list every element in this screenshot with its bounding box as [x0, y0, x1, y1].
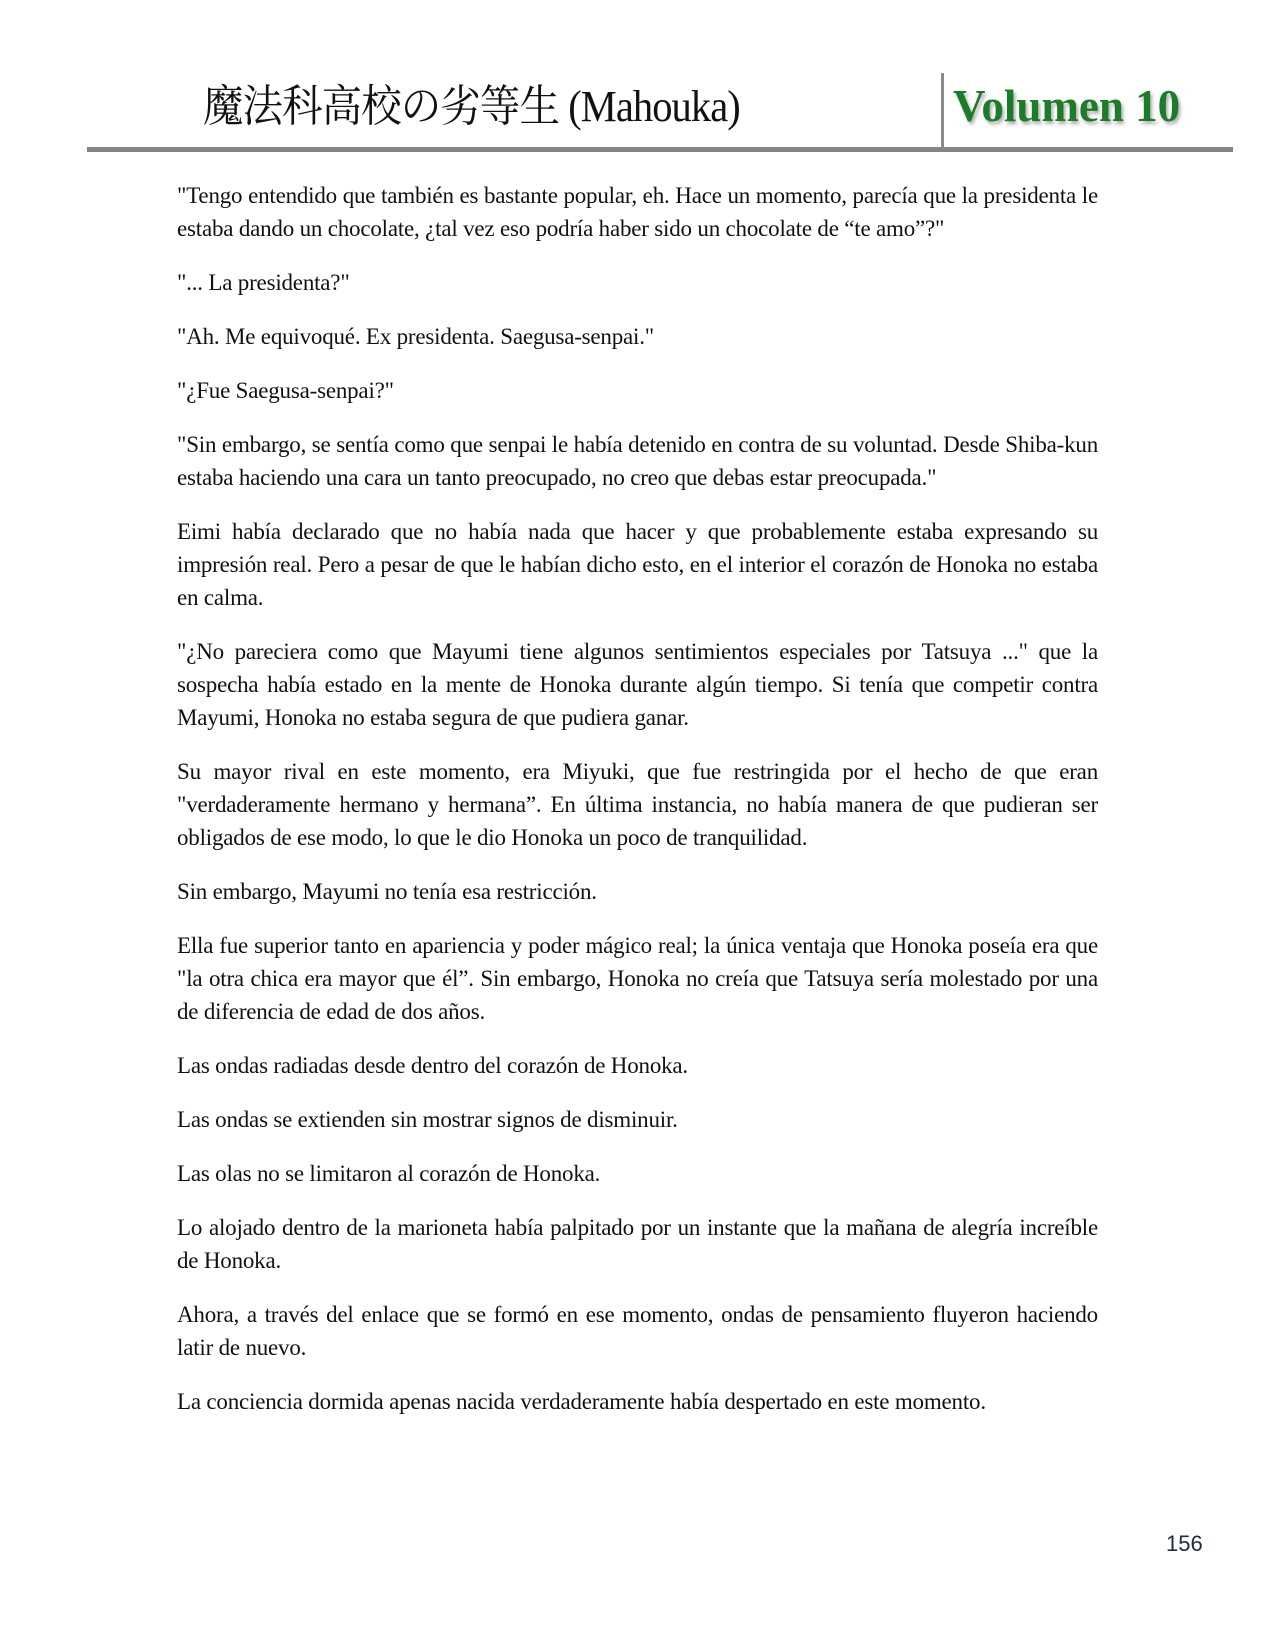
paragraph: Ahora, a través del enlace que se formó en ese momento, ondas de pensamiento fluyeron haciendo latir de nuevo. — [177, 1302, 1098, 1360]
header-rule — [87, 147, 1233, 152]
paragraph: Las ondas radiadas desde dentro del corazón de Honoka. — [177, 1053, 688, 1078]
paragraph: Lo alojado dentro de la marioneta había palpitado por un instante que la mañana de alegría increíble de Honoka. — [177, 1215, 1098, 1273]
paragraph: Eimi había declarado que no había nada que hacer y que probablemente estaba expresando su impresión real. Pero a pesar de que le habían dicho esto, en el interior el corazón de Honoka no estaba en calma. — [177, 519, 1098, 610]
paragraph: Las olas no se limitaron al corazón de Honoka. — [177, 1161, 601, 1186]
page-body — [177, 179, 1098, 1439]
paragraph: "Ah. Me equivoqué. Ex presidenta. Saegusa-senpai." — [177, 324, 654, 349]
paragraph: "¿No pareciera como que Mayumi tiene algunos sentimientos especiales por Tatsuya ..." que la sospecha había estado en la mente de Honoka durante algún tiempo. Si tenía que competir contra Mayumi, Honoka no estaba segura de que pudiera ganar. — [177, 639, 1098, 730]
book-title: 魔法科高校の劣等生 (Mahouka) — [203, 82, 740, 131]
paragraph: La conciencia dormida apenas nacida verdaderamente había despertado en este momento. — [177, 1389, 986, 1414]
paragraph: Las ondas se extienden sin mostrar signos de disminuir. — [177, 1107, 678, 1132]
paragraph: Su mayor rival en este momento, era Miyuki, que fue restringida por el hecho de que eran "verdaderamente hermano y hermana”. En última instancia, no había manera de que pudieran ser obligados de ese modo, lo que le dio Honoka un poco de tranquilidad. — [177, 759, 1098, 850]
page-number: 156 — [1166, 1531, 1203, 1556]
paragraph: Ella fue superior tanto en apariencia y poder mágico real; la única ventaja que Honoka poseía era que "la otra chica era mayor que él”. Sin embargo, Honoka no creía que Tatsuya sería molestado por una de diferencia de edad de dos años. — [177, 933, 1098, 1024]
paragraph: "Sin embargo, se sentía como que senpai le había detenido en contra de su voluntad. Desde Shiba-kun estaba haciendo una cara un tanto preocupado, no creo que debas estar preocupada." — [177, 432, 1098, 490]
paragraph: "Tengo entendido que también es bastante popular, eh. Hace un momento, parecía que la presidenta le estaba dando un chocolate, ¿tal vez eso podría haber sido un chocolate de “te amo”?" — [177, 183, 1098, 241]
paragraph: Sin embargo, Mayumi no tenía esa restricción. — [177, 879, 597, 904]
paragraph: "¿Fue Saegusa-senpai?" — [177, 378, 394, 403]
paragraph: "... La presidenta?" — [177, 270, 350, 295]
page-header — [0, 0, 1275, 160]
header-divider — [941, 73, 944, 151]
volume-label: Volumen 10 — [953, 81, 1181, 131]
